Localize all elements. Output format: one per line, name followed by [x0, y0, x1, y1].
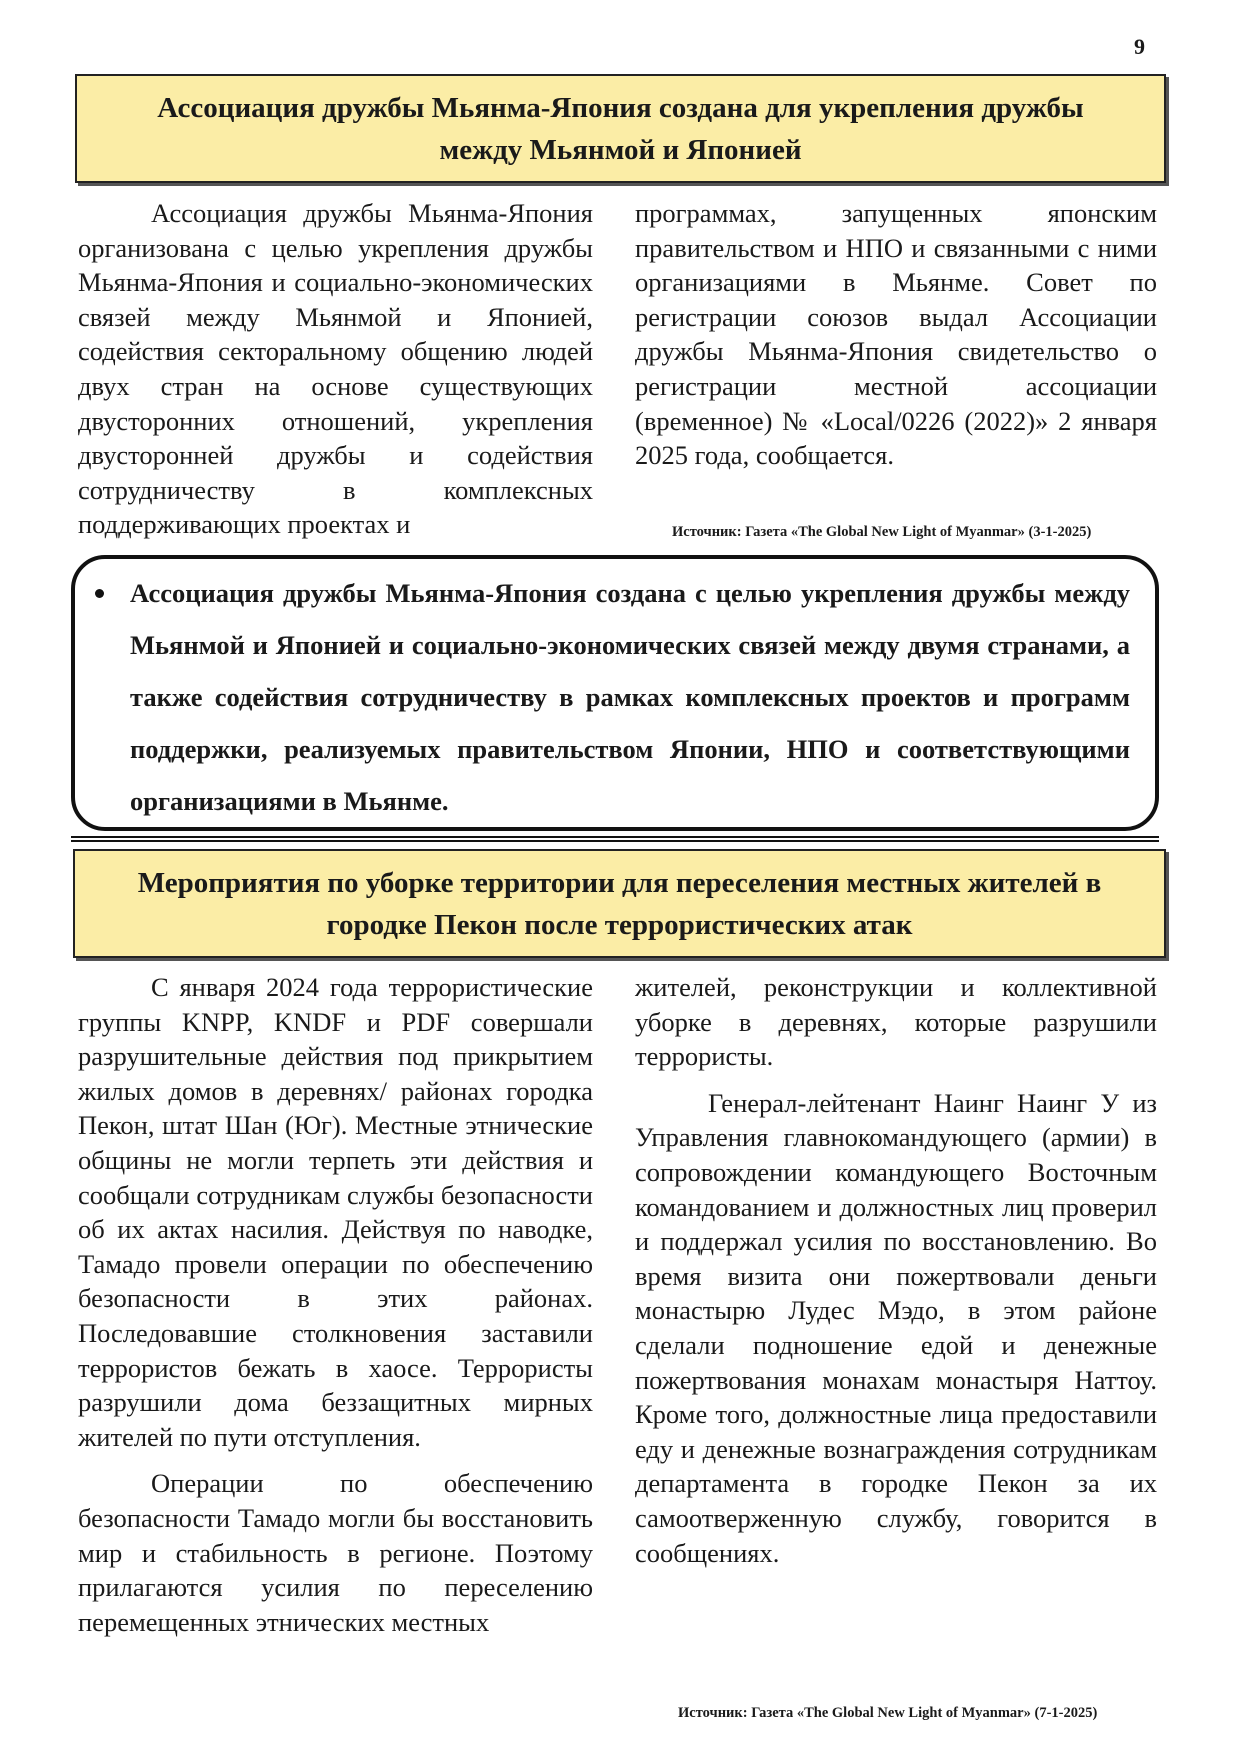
summary-text: Ассоциация дружбы Мьянма-Япония создана с целью укрепления дружбы между Мьянмой и Японией и социально-экономических связей между двумя странами, а также содействия сотрудничеству в рамках комплексных проектов и программ поддержки, реализуемых правительством Японии, НПО и соответствующими организациями в Мьянме. — [130, 578, 1130, 816]
article1-source: Источник: Газета «The Global New Light of Myanmar» (3-1-2025) — [672, 524, 1092, 540]
article2-left-paragraph-2: Операции по обеспечению безопасности Тамадо могли бы восстановить мир и стабильность в регионе. Поэтому прилагаются усилия по переселению перемещенных этнических местных — [78, 1468, 593, 1637]
bullet-icon — [95, 589, 104, 598]
article1-title-line1: Ассоциация дружбы Мьянма-Япония создана для укрепления дружбы — [157, 91, 1084, 124]
article2-left-paragraph-1: С января 2024 года террористические группы KNPP, KNDF и PDF совершали разрушительные действия под прикрытием жилых домов в деревнях/ районах городка Пекон, штат Шан (Юг). Местные этнические общины не могли терпеть эти действия и сообщали сотрудникам службы безопасности об их актах насилия. Действуя по наводке, Тамадо провели операции по обеспечению безопасности в этих районах. Последовавшие столкновения заставили террористов бежать в хаосе. Террористы разрушили дома беззащитных мирных жителей по пути отступления. — [78, 972, 593, 1452]
article2-right-paragraph-2: Генерал-лейтенант Наинг Наинг У из Управления главнокомандующего (армии) в сопровождении командующего Восточным командованием и должностных лиц проверил и поддержал усилия по восстановлению. Во время визита они пожертвовали деньги монастырю Лудес Мэдо, в этом районе сделали подношение едой и денежные пожертвования монахам монастыря Наттоу. Кроме того, должностные лица предоставили еду и денежные вознаграждения сотрудникам департамента в городке Пекон за их самоотверженную службу, говорится в сообщениях. — [635, 1087, 1157, 1568]
divider — [71, 836, 1159, 838]
page-number: 9 — [1134, 34, 1145, 59]
article1-left-column — [78, 196, 593, 541]
article1-title-line2: между Мьянмой и Японией — [439, 133, 802, 166]
article2-title-line2: городке Пекон после террористических атак — [326, 908, 913, 941]
article1-left-text: Ассоциация дружбы Мьянма-Япония организована с целью укрепления дружбы Мьянма-Япония и социально-экономических связей между Мьянмой и Японией, содействия секторальному общению людей двух стран на основе существующих двусторонних отношений, укрепления двусторонней дружбы и содействия сотрудничеству в комплексных поддерживающих проектах и — [78, 198, 593, 540]
article1-title — [75, 74, 1166, 183]
article2-source: Источник: Газета «The Global New Light of Myanmar» (7-1-2025) — [678, 1705, 1098, 1721]
article2-title-line1: Мероприятия по уборке территории для переселения местных жителей в — [137, 866, 1102, 899]
article1-right-text: программах, запущенных японским правительством и НПО и связанными с ними организациями в Мьянме. Совет по регистрации союзов выдал Ассоциации дружбы Мьянма-Япония свидетельство о регистрации местной ассоциации (временное) № «Local/0226 (2022)» 2 января 2025 года, сообщается. — [635, 198, 1157, 471]
article1-right-column — [635, 196, 1157, 473]
article2-title — [73, 849, 1166, 958]
divider — [71, 840, 1159, 842]
summary-box — [71, 555, 1159, 831]
article2-left-column — [78, 970, 593, 1639]
article2-right-column — [635, 970, 1157, 1570]
article2-right-paragraph-1: жителей, реконструкции и коллективной уборке в деревнях, которые разрушили террористы. — [635, 972, 1157, 1072]
